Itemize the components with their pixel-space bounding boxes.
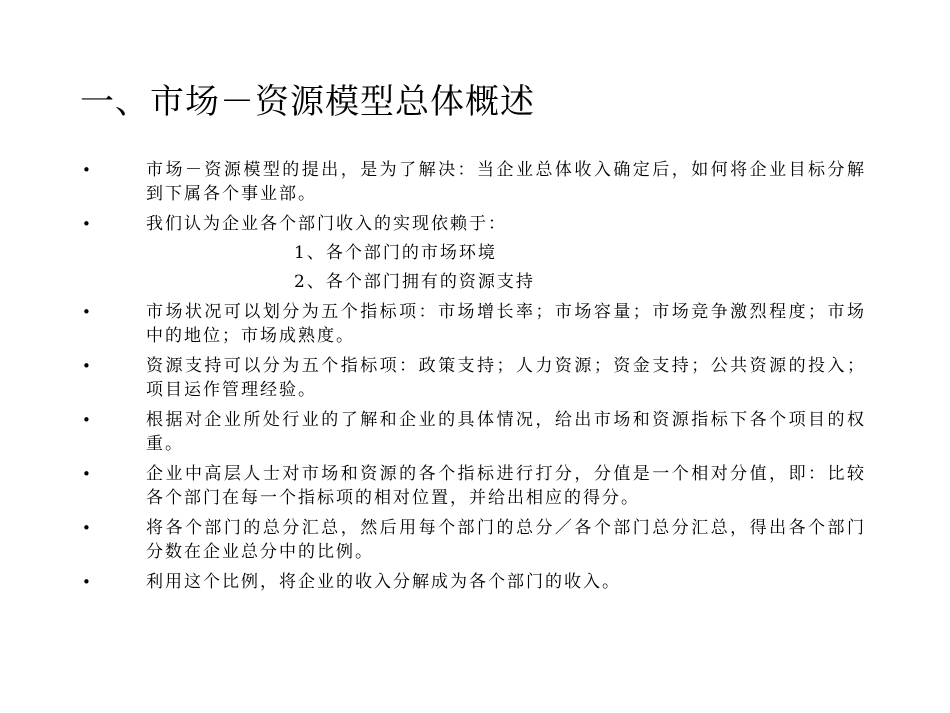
list-item: [0, 462, 950, 510]
list-item: [0, 354, 950, 402]
sub-item: [0, 270, 950, 294]
bullet-icon: •: [82, 161, 93, 179]
bullet-icon: •: [82, 519, 93, 537]
bullet-icon: •: [82, 357, 93, 375]
sub-item-text: 1、各个部门的市场环境: [294, 243, 497, 263]
slide-title: 一、市场－资源模型总体概述: [80, 82, 535, 122]
bullet-icon: •: [82, 303, 93, 321]
list-item-text: 我们认为企业各个部门收入的实现依赖于：: [146, 214, 507, 234]
list-item-text: 将各个部门的总分汇总，然后用每个部门的总分／各个部门总分汇总，得出各个部门分数在企业总分中的比例。: [146, 518, 866, 562]
list-item: [0, 408, 950, 456]
list-item: [0, 300, 950, 348]
bullet-icon: •: [82, 465, 93, 483]
sub-item: [0, 241, 950, 265]
bullet-icon: •: [82, 411, 93, 429]
list-item: [0, 570, 950, 594]
bullet-icon: •: [82, 215, 93, 233]
sub-item-text: 2、各个部门拥有的资源支持: [294, 272, 535, 292]
list-item: [0, 516, 950, 564]
list-item-text: 企业中高层人士对市场和资源的各个指标进行打分，分值是一个相对分值，即：比较各个部门在每一个指标项的相对位置，并给出相应的得分。: [146, 464, 866, 508]
list-item: [0, 158, 950, 206]
list-item-text: 市场－资源模型的提出，是为了解决：当企业总体收入确定后，如何将企业目标分解到下属各个事业部。: [146, 160, 866, 204]
bullet-icon: •: [82, 573, 93, 591]
list-item-text: 资源支持可以分为五个指标项：政策支持；人力资源；资金支持；公共资源的投入；项目运作管理经验。: [146, 356, 866, 400]
list-item-text: 市场状况可以划分为五个指标项：市场增长率；市场容量；市场竞争激烈程度；市场中的地位；市场成熟度。: [146, 302, 866, 346]
list-item-text: 根据对企业所处行业的了解和企业的具体情况，给出市场和资源指标下各个项目的权重。: [146, 410, 866, 454]
list-item-text: 利用这个比例，将企业的收入分解成为各个部门的收入。: [146, 572, 621, 592]
list-item: [0, 212, 950, 236]
bullet-list: [0, 158, 950, 594]
